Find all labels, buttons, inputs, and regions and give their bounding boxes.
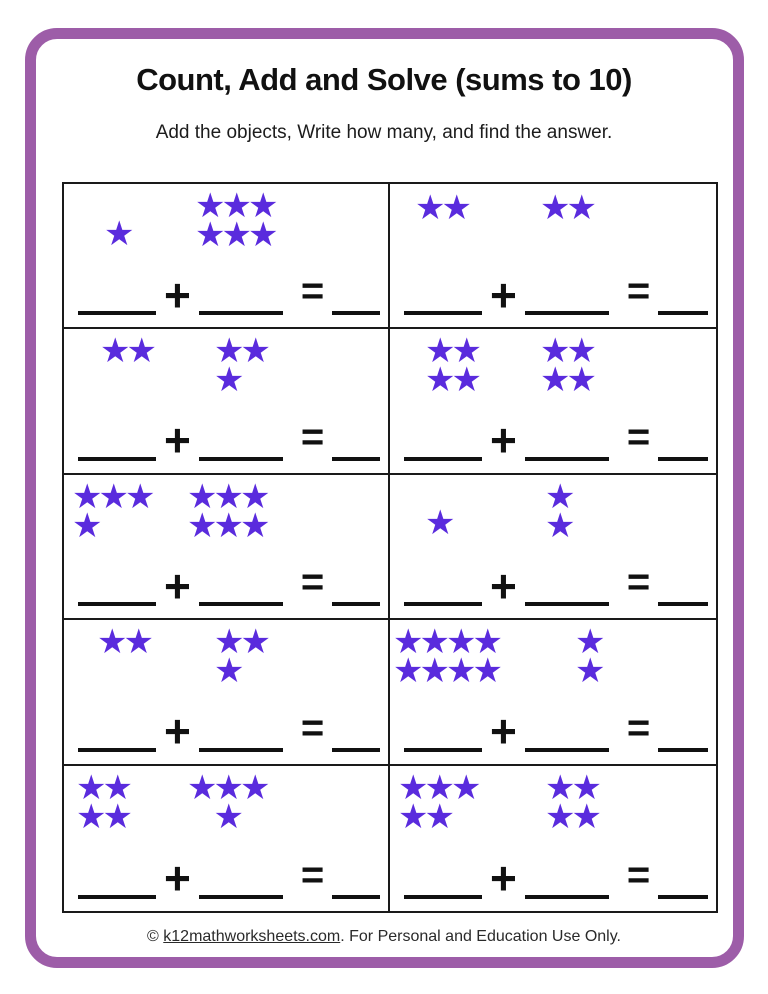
equals-sign: =	[626, 414, 651, 459]
star-row	[398, 797, 451, 836]
star-icon: ★	[213, 506, 240, 545]
addend2-blank	[199, 748, 283, 752]
star-icon: ★	[424, 768, 451, 807]
equals-sign: =	[300, 852, 325, 897]
star-icon: ★	[102, 797, 129, 836]
star-icon: ★	[566, 332, 593, 371]
star-icon: ★	[100, 332, 127, 371]
star-icon: ★	[575, 623, 602, 662]
problem-cell	[390, 329, 716, 474]
addend1-blank	[78, 895, 156, 899]
equals-sign: =	[626, 560, 651, 605]
equals-sign: =	[626, 852, 651, 897]
star-group-1	[398, 768, 478, 836]
star-group-2	[545, 477, 572, 545]
star-icon: ★	[398, 797, 425, 836]
addend1-blank	[78, 748, 156, 752]
equation-row	[78, 559, 380, 612]
star-icon: ★	[214, 623, 241, 662]
star-icon: ★	[76, 768, 103, 807]
problem-cell	[390, 475, 716, 620]
star-icon: ★	[247, 187, 275, 225]
star-row	[425, 503, 452, 542]
star-icon: ★	[425, 332, 452, 371]
problem-cell	[64, 620, 390, 765]
star-icon: ★	[240, 623, 267, 662]
sum-blank	[658, 895, 708, 899]
sum-blank	[332, 311, 380, 315]
star-row	[104, 215, 131, 253]
star-icon: ★	[575, 652, 602, 691]
plus-sign: +	[490, 414, 517, 467]
star-row	[213, 797, 240, 836]
star-groups-area	[390, 475, 716, 565]
star-row	[545, 797, 598, 836]
addend2-blank	[199, 895, 283, 899]
addend2-blank	[525, 311, 609, 315]
star-icon: ★	[195, 216, 222, 254]
star-group-2	[187, 477, 267, 545]
addend1-blank	[404, 895, 482, 899]
footer-link[interactable]: k12mathworksheets.com	[163, 928, 341, 945]
equation-row	[404, 852, 708, 905]
star-row	[214, 361, 241, 400]
star-icon: ★	[451, 361, 478, 400]
star-icon: ★	[126, 332, 153, 371]
star-icon: ★	[213, 768, 240, 807]
addend2-blank	[199, 457, 283, 461]
star-row	[187, 506, 267, 545]
star-icon: ★	[124, 477, 152, 516]
plus-sign: +	[490, 852, 517, 905]
star-icon: ★	[445, 652, 473, 691]
star-icon: ★	[214, 361, 241, 400]
star-group-1	[104, 215, 131, 253]
addend2-blank	[525, 748, 609, 752]
star-icon: ★	[441, 189, 468, 227]
star-row	[100, 332, 153, 371]
star-group-1	[100, 332, 153, 371]
equation-row	[404, 559, 708, 612]
addend2-blank	[525, 457, 609, 461]
sum-blank	[332, 602, 380, 606]
star-icon: ★	[566, 189, 593, 227]
star-icon: ★	[419, 652, 446, 691]
equals-sign: =	[300, 560, 325, 605]
star-icon: ★	[571, 797, 598, 836]
addend2-blank	[199, 602, 283, 606]
star-icon: ★	[239, 477, 267, 516]
plus-sign: +	[490, 705, 517, 758]
star-icon: ★	[213, 797, 240, 836]
problem-cell	[390, 766, 716, 911]
sum-blank	[658, 311, 708, 315]
sum-blank	[658, 457, 708, 461]
equation-row	[404, 268, 708, 321]
star-icon: ★	[424, 797, 451, 836]
addend1-blank	[404, 457, 482, 461]
copyright-text: ©	[147, 928, 164, 945]
star-row	[425, 361, 478, 400]
sum-blank	[658, 748, 708, 752]
equals-sign: =	[300, 414, 325, 459]
star-icon: ★	[123, 623, 150, 662]
star-group-1	[97, 623, 150, 662]
plus-sign: +	[490, 268, 517, 321]
equation-row	[78, 705, 380, 758]
addend2-blank	[525, 895, 609, 899]
star-icon: ★	[98, 477, 125, 516]
star-group-1	[415, 189, 468, 227]
star-icon: ★	[214, 332, 241, 371]
star-icon: ★	[398, 768, 425, 807]
star-row	[72, 506, 99, 545]
star-icon: ★	[195, 187, 222, 225]
star-row	[415, 189, 468, 227]
star-icon: ★	[102, 768, 129, 807]
problem-cell	[64, 475, 390, 620]
star-groups-area	[64, 766, 388, 856]
star-group-1	[72, 477, 152, 545]
star-icon: ★	[104, 215, 131, 253]
star-group-2	[195, 187, 275, 254]
star-icon: ★	[393, 652, 420, 691]
addend1-blank	[78, 457, 156, 461]
star-icon: ★	[76, 797, 103, 836]
equals-sign: =	[300, 269, 325, 314]
star-icon: ★	[214, 652, 241, 691]
star-icon: ★	[239, 768, 267, 807]
equation-row	[78, 268, 380, 321]
star-icon: ★	[72, 506, 99, 545]
star-group-1	[425, 503, 452, 542]
star-icon: ★	[472, 652, 499, 691]
star-icon: ★	[213, 477, 240, 516]
star-icon: ★	[221, 216, 248, 254]
plus-sign: +	[490, 559, 517, 612]
star-icon: ★	[445, 623, 473, 662]
plus-sign: +	[164, 559, 191, 612]
star-icon: ★	[239, 506, 267, 545]
star-group-2	[540, 189, 593, 227]
star-icon: ★	[540, 189, 567, 227]
star-icon: ★	[425, 361, 452, 400]
plus-sign: +	[164, 414, 191, 467]
star-icon: ★	[187, 768, 214, 807]
addend2-blank	[525, 602, 609, 606]
star-icon: ★	[419, 623, 446, 662]
equals-sign: =	[300, 705, 325, 750]
problem-cell	[64, 766, 390, 911]
addend1-blank	[78, 602, 156, 606]
plus-sign: +	[164, 852, 191, 905]
plus-sign: +	[164, 268, 191, 321]
star-icon: ★	[97, 623, 124, 662]
equation-row	[78, 414, 380, 467]
star-groups-area	[64, 329, 388, 419]
star-group-2	[545, 768, 598, 836]
equation-row	[404, 414, 708, 467]
star-row	[76, 797, 129, 836]
star-icon: ★	[187, 506, 214, 545]
addend1-blank	[404, 311, 482, 315]
addend1-blank	[404, 602, 482, 606]
star-group-2	[575, 623, 602, 691]
star-group-2	[214, 623, 267, 691]
star-row	[540, 189, 593, 227]
star-icon: ★	[545, 797, 572, 836]
problems-grid	[62, 182, 718, 913]
sum-blank	[332, 748, 380, 752]
star-group-1	[76, 768, 129, 836]
star-row	[545, 506, 572, 545]
addend2-blank	[199, 311, 283, 315]
plus-sign: +	[164, 705, 191, 758]
star-icon: ★	[415, 189, 442, 227]
star-row	[214, 652, 241, 691]
star-icon: ★	[566, 361, 593, 400]
star-group-1	[393, 623, 499, 691]
problem-cell	[64, 329, 390, 474]
footer-usage-text: . For Personal and Education Use Only.	[340, 928, 621, 945]
star-row	[540, 361, 593, 400]
page-title: Count, Add and Solve (sums to 10)	[136, 62, 632, 97]
star-groups-area	[64, 475, 388, 565]
star-icon: ★	[221, 187, 248, 225]
star-icon: ★	[247, 216, 275, 254]
star-icon: ★	[472, 623, 499, 662]
equation-row	[78, 852, 380, 905]
star-icon: ★	[240, 332, 267, 371]
star-icon: ★	[545, 768, 572, 807]
star-icon: ★	[425, 503, 452, 542]
star-group-2	[187, 768, 267, 836]
star-icon: ★	[571, 768, 598, 807]
star-row	[97, 623, 150, 662]
star-icon: ★	[545, 477, 572, 516]
problem-cell	[390, 620, 716, 765]
star-groups-area	[390, 184, 716, 274]
star-icon: ★	[450, 768, 478, 807]
star-icon: ★	[540, 361, 567, 400]
star-groups-area	[64, 620, 388, 710]
star-groups-area	[390, 329, 716, 419]
star-icon: ★	[545, 506, 572, 545]
star-icon: ★	[540, 332, 567, 371]
addend1-blank	[404, 748, 482, 752]
equals-sign: =	[626, 269, 651, 314]
star-groups-area	[64, 184, 388, 274]
star-group-2	[214, 332, 267, 400]
problem-cell	[390, 184, 716, 329]
equals-sign: =	[626, 705, 651, 750]
addend1-blank	[78, 311, 156, 315]
page-instructions: Add the objects, Write how many, and find the answer.	[155, 122, 613, 143]
star-group-1	[425, 332, 478, 400]
sum-blank	[332, 457, 380, 461]
equation-row	[404, 705, 708, 758]
star-icon: ★	[187, 477, 214, 516]
star-row	[575, 652, 602, 691]
sum-blank	[332, 895, 380, 899]
sum-blank	[658, 602, 708, 606]
star-icon: ★	[451, 332, 478, 371]
problem-cell	[64, 184, 390, 329]
star-icon: ★	[393, 623, 420, 662]
star-row	[195, 216, 275, 254]
star-group-2	[540, 332, 593, 400]
star-groups-area	[390, 620, 716, 710]
star-row	[393, 652, 499, 691]
star-groups-area	[390, 766, 716, 856]
star-icon: ★	[72, 477, 99, 516]
footer	[0, 928, 768, 946]
